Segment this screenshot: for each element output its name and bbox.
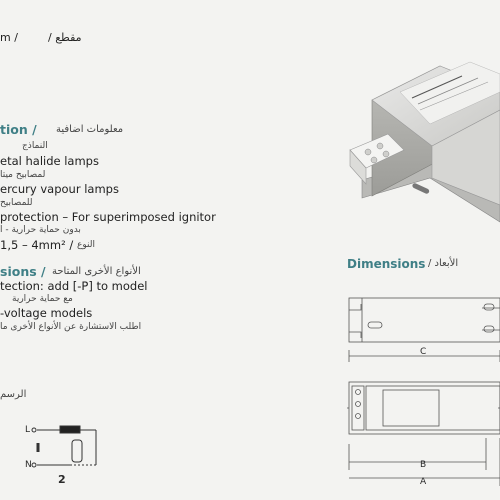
dimension-label-A: A: [420, 477, 427, 487]
info-line4-ar: النوع: [77, 240, 95, 250]
info-line3-en: protection – For superimposed ignitor: [0, 210, 216, 224]
info-line4-en: 1,5 – 4mm² /: [0, 238, 74, 252]
info-line1-en: etal halide lamps: [0, 154, 99, 168]
versions-line2-en: -voltage models: [0, 306, 93, 320]
versions-heading-ar: الأنواع الأخرى المتاحة: [52, 266, 141, 277]
dimensions-heading-ar: الأبعاد /: [428, 258, 459, 269]
versions-line1-ar: مع حماية حرارية: [12, 294, 73, 304]
info-line3-ar: بدون حماية حرارية - ا: [0, 225, 81, 235]
versions-heading-en: sions /: [0, 264, 46, 279]
dimension-label-C: C: [420, 347, 427, 357]
diagram-label-N: N: [25, 460, 32, 470]
ballast-symbol: [60, 426, 80, 433]
info-line1-ar: لمصابيح ميتا: [0, 170, 46, 180]
dimensions-heading-en: Dimensions: [347, 257, 426, 271]
versions-line1-en: tection: add [-P] to model: [0, 279, 148, 293]
info-line2-en: ercury vapour lamps: [0, 182, 119, 196]
lamp-symbol: [72, 440, 82, 462]
versions-line2-ar: اطلب الاستشارة عن الأنواع الأخرى ما: [0, 322, 142, 332]
diagram-label-L: L: [25, 425, 31, 435]
info-heading-ar: معلومات اضافية: [56, 124, 124, 135]
info-heading-en: tion /: [0, 122, 37, 137]
diagram-heading-ar: الرسم: [0, 389, 27, 400]
info-models-ar: النماذج: [22, 141, 48, 151]
cross-section-label-ar: مقطع /: [48, 31, 82, 44]
diagram-number: 2: [58, 473, 66, 486]
dimension-label-B: B: [420, 460, 427, 470]
cross-section-label-en: m /: [0, 31, 18, 44]
info-line2-ar: للمصابيح: [0, 198, 33, 208]
